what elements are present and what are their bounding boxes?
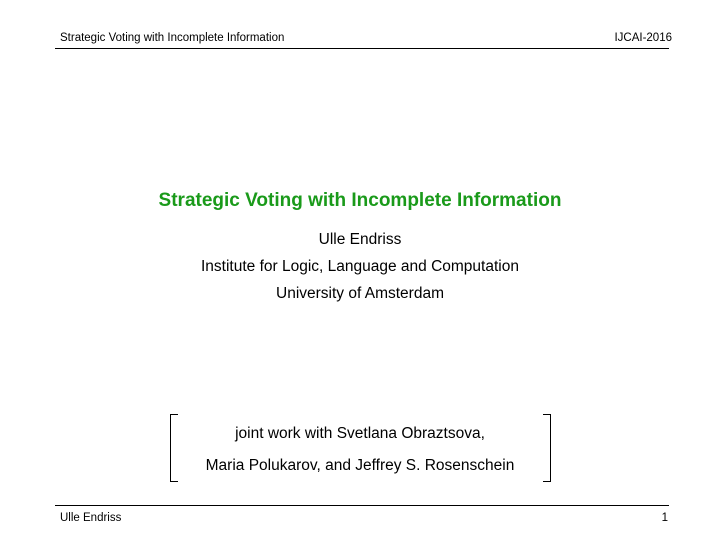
slide-title: Strategic Voting with Incomplete Information <box>158 190 562 211</box>
joint-work-line-1: joint work with Svetlana Obraztsova, <box>235 425 485 442</box>
footer-author: Ulle Endriss <box>60 512 122 524</box>
header-rule <box>55 48 669 49</box>
author-name: Ulle Endriss <box>318 231 402 248</box>
university-name: University of Amsterdam <box>276 285 444 302</box>
left-bracket <box>170 414 178 482</box>
header-title: Strategic Voting with Incomplete Information <box>60 32 285 44</box>
right-bracket <box>543 414 551 482</box>
page-number: 1 <box>661 512 668 524</box>
footer-rule <box>55 505 669 506</box>
joint-work-line-2: Maria Polukarov, and Jeffrey S. Rosenschein <box>205 457 515 474</box>
header-conference: IJCAI-2016 <box>614 32 672 44</box>
institute-name: Institute for Logic, Language and Computation <box>201 258 519 275</box>
